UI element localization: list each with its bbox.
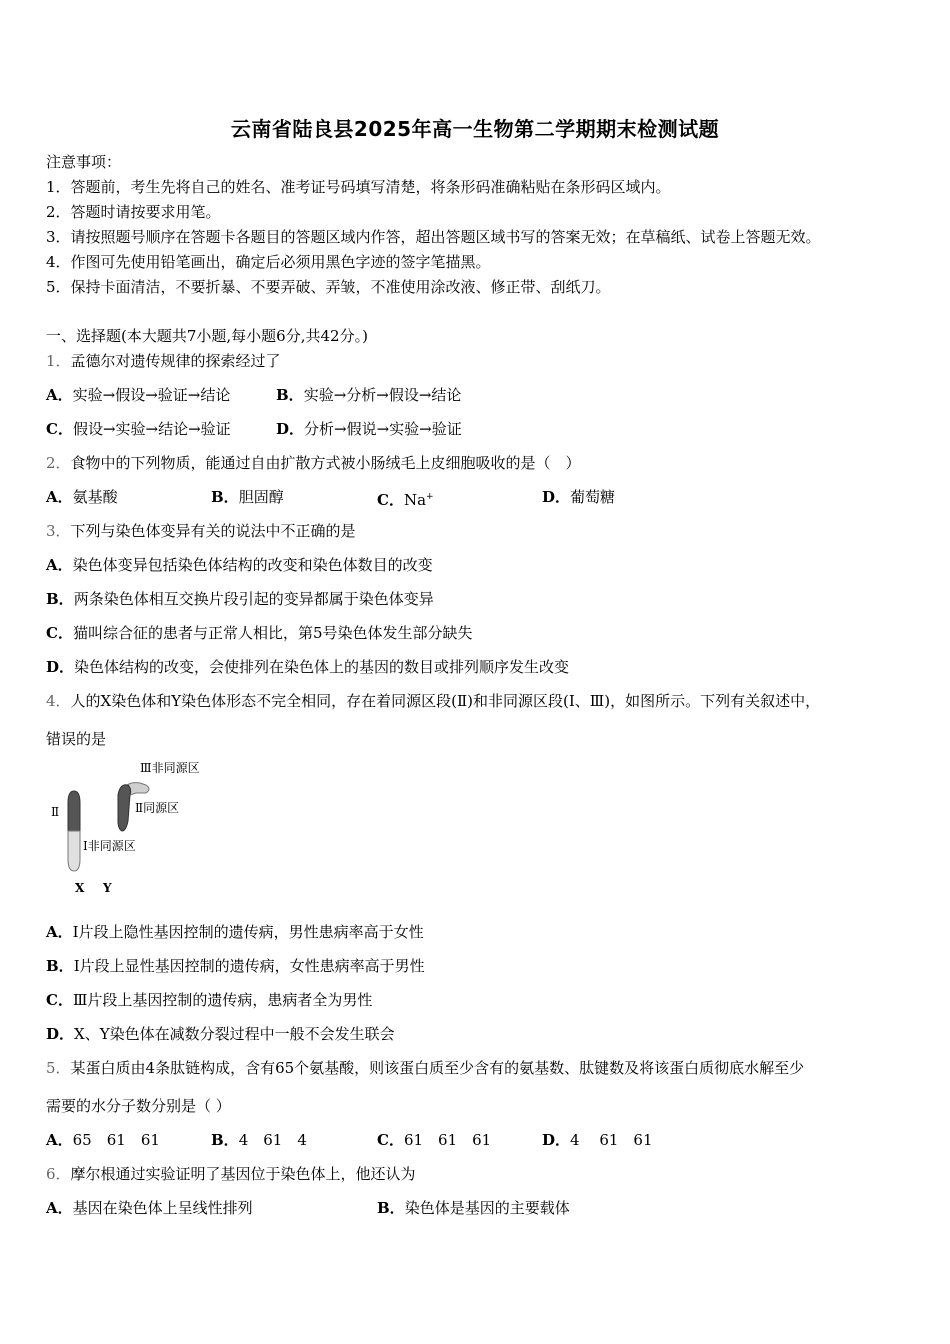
section-heading: 一、选择题(本大题共7小题,每小题6分,共42分。): [46, 327, 368, 345]
question-number: 4．: [46, 692, 71, 710]
option-letter: D．: [46, 1025, 75, 1043]
option-text: 实验→假设→验证→结论: [72, 386, 231, 404]
option-letter: B．: [211, 1131, 239, 1149]
option-b: [377, 1198, 570, 1218]
question-text-continued: 需要的水分子数分别是（ ）: [46, 1097, 231, 1115]
option-c: [46, 419, 231, 439]
notice-item: 5．保持卡面清洁，不要折暴、不要弄破、弄皱，不准使用涂改液、修正带、刮纸刀。: [46, 278, 611, 296]
option-c: [46, 623, 473, 643]
superscript-plus: +: [426, 492, 434, 502]
notice-item: 2．答题时请按要求用笔。: [46, 203, 221, 221]
option-text: 4 61 61: [570, 1131, 653, 1149]
option-c: [377, 487, 434, 510]
option-letter: C．: [46, 420, 73, 438]
option-letter: C．: [377, 1131, 404, 1149]
question-text: 下列与染色体变异有关的说法中不正确的是: [70, 522, 356, 540]
option-text: 基因在染色体上呈线性排列: [72, 1199, 253, 1217]
option-c: [46, 990, 372, 1010]
label-region-iii: Ⅲ非同源区: [140, 761, 200, 775]
question-text: 某蛋白质由4条肽链构成，含有65个氨基酸，则该蛋白质至少含有的氨基数、肽键数及将该蛋白质彻底水解至少: [70, 1059, 805, 1077]
x-chromosome: [68, 791, 80, 871]
option-letter: A．: [46, 488, 73, 506]
option-a: [46, 922, 424, 942]
page-title: 云南省陆良县2025年高一生物第二学期期末检测试题: [230, 117, 720, 141]
option-text: 分析→假说→实验→验证: [304, 420, 462, 438]
option-text: 葡萄糖: [570, 488, 616, 506]
question-number: 2．: [46, 454, 71, 472]
option-d: [46, 1024, 395, 1044]
question-text: 人的X染色体和Y染色体形态不完全相同，存在着同源区段(Ⅱ)和非同源区段(Ⅰ、Ⅲ)，如图所示。下列有关叙述中，: [70, 692, 821, 710]
option-d: [276, 419, 462, 439]
option-text: Ⅲ片段上基因控制的遗传病，患病者全为男性: [72, 991, 373, 1009]
option-b: [211, 487, 284, 507]
option-a: [46, 1198, 253, 1218]
label-region-i: Ⅰ非同源区: [83, 839, 136, 853]
option-letter: B．: [46, 957, 74, 975]
option-a: [46, 487, 118, 507]
question-2: [46, 453, 581, 473]
option-text: Ⅰ片段上显性基因控制的遗传病，女性患病率高于男性: [73, 957, 425, 975]
option-b: [46, 589, 434, 609]
option-letter: B．: [276, 386, 304, 404]
option-letter: A．: [46, 556, 73, 574]
question-3: [46, 521, 356, 541]
option-text: 4 61 4: [238, 1131, 307, 1149]
option-text: 实验→分析→假设→结论: [303, 386, 462, 404]
option-letter: C．: [46, 991, 73, 1009]
question-text-continued: 错误的是: [46, 730, 107, 748]
label-region-ii-right: Ⅱ同源区: [135, 801, 180, 815]
option-letter: D．: [542, 488, 571, 506]
option-letter: B．: [211, 488, 239, 506]
option-c: [377, 1130, 491, 1150]
option-text: X、Y染色体在减数分裂过程中一般不会发生联会: [74, 1025, 395, 1043]
question-text: 食物中的下列物质，能通过自由扩散方式被小肠绒毛上皮细胞吸收的是（ ）: [70, 454, 581, 472]
question-text: 摩尔根通过实验证明了基因位于染色体上，他还认为: [70, 1165, 416, 1183]
option-text: 氨基酸: [72, 488, 118, 506]
option-text: 61 61 61: [403, 1131, 492, 1149]
option-d: [542, 1130, 653, 1150]
question-4: [46, 691, 820, 711]
option-letter: D．: [276, 420, 305, 438]
option-text: 染色体是基因的主要载体: [404, 1199, 570, 1217]
option-letter: D．: [46, 658, 75, 676]
option-letter: D．: [542, 1131, 571, 1149]
label-y: Y: [103, 881, 112, 895]
option-text: 胆固醇: [238, 488, 284, 506]
question-1: [46, 351, 281, 371]
question-number: 6．: [46, 1165, 71, 1183]
question-6: [46, 1164, 416, 1184]
option-text: 65 61 61: [72, 1131, 160, 1149]
chromosome-diagram: [40, 755, 260, 905]
option-text: Na: [403, 491, 427, 509]
question-number: 3．: [46, 522, 71, 540]
option-b: [276, 385, 461, 405]
option-text: 两条染色体相互交换片段引起的变异都属于染色体变异: [73, 590, 434, 608]
option-c-text: [377, 491, 426, 509]
option-letter: C．: [46, 624, 73, 642]
option-a: [46, 385, 230, 405]
notice-heading: 注意事项：: [46, 153, 122, 171]
label-region-ii-left: Ⅱ: [51, 805, 60, 819]
option-text: Ⅰ片段上隐性基因控制的遗传病，男性患病率高于女性: [72, 923, 424, 941]
question-text: 孟德尔对遗传规律的探索经过了: [70, 352, 281, 370]
option-a: [46, 555, 433, 575]
option-letter: A．: [46, 1131, 73, 1149]
notice-item: 3．请按照题号顺序在答题卡各题目的答题区域内作答，超出答题区域书写的答案无效；在草稿纸、试卷上答题无效。: [46, 228, 821, 246]
option-letter: A．: [46, 923, 73, 941]
option-b: [46, 956, 425, 976]
option-letter: B．: [377, 1199, 405, 1217]
option-text: 染色体变异包括染色体结构的改变和染色体数目的改变: [72, 556, 433, 574]
question-number: 5．: [46, 1059, 71, 1077]
option-letter: B．: [46, 590, 74, 608]
label-x: X: [75, 881, 85, 895]
option-letter: A．: [46, 1199, 73, 1217]
option-a: [46, 1130, 160, 1150]
notice-item: 4．作图可先使用铅笔画出，确定后必须用黑色字迹的签字笔描黑。: [46, 253, 491, 271]
option-letter: A．: [46, 386, 73, 404]
option-d: [542, 487, 615, 507]
option-text: 猫叫综合征的患者与正常人相比，第5号染色体发生部分缺失: [72, 624, 473, 642]
option-letter: C．: [377, 491, 404, 509]
question-5: [46, 1058, 804, 1078]
option-text: 染色体结构的改变，会使排列在染色体上的基因的数目或排列顺序发生改变: [74, 658, 570, 676]
option-d: [46, 657, 569, 677]
chromosome-svg: [40, 755, 260, 905]
option-b: [211, 1130, 307, 1150]
option-text: 假设→实验→结论→验证: [72, 420, 231, 438]
notice-item: 1．答题前，考生先将自己的姓名、准考证号码填写清楚，将条形码准确粘贴在条形码区域内。: [46, 178, 671, 196]
question-number: 1．: [46, 352, 71, 370]
